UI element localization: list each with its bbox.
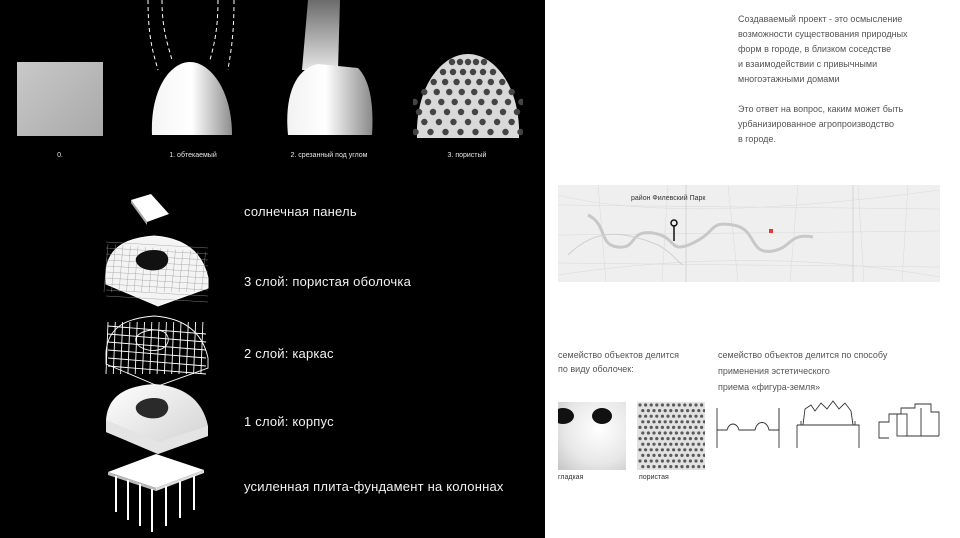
intro-line: форм в городе, в близком соседстве bbox=[738, 44, 892, 54]
smooth-label: гладкая bbox=[558, 474, 584, 481]
shape-square bbox=[17, 62, 103, 136]
intro-paragraph-2 bbox=[738, 102, 903, 147]
light-panel bbox=[545, 0, 960, 538]
layer-label-foundation: усиленная плита-фундамент на колоннах bbox=[244, 479, 504, 494]
intro-line: Создаваемый проект - это осмысление bbox=[738, 14, 903, 24]
porous-sample bbox=[637, 402, 705, 470]
shape-porous bbox=[413, 48, 523, 140]
porous-shell-drawing bbox=[98, 232, 213, 312]
intro-line: и взаимодействии с привычными bbox=[738, 59, 878, 69]
layer-label-shell: 3 слой: пористая оболочка bbox=[244, 274, 412, 289]
map-district-label: район Филевский Парк bbox=[631, 195, 706, 202]
family-line: приема «фигура-земля» bbox=[718, 382, 821, 392]
figure-ground-sketch-1 bbox=[715, 400, 781, 450]
city-map[interactable] bbox=[558, 185, 940, 282]
intro-line: многоэтажными домами bbox=[738, 74, 840, 84]
family-line: применения эстетического bbox=[718, 366, 830, 376]
caption-2: 2. срезанный под углом bbox=[290, 152, 368, 159]
caption-3: 3. пористый bbox=[447, 152, 487, 159]
shape-cut bbox=[278, 0, 388, 140]
intro-line: в городе. bbox=[738, 134, 776, 144]
intro-line: Это ответ на вопрос, каким может быть bbox=[738, 104, 904, 114]
intro-line: урбанизированное агропроизводство bbox=[738, 119, 895, 129]
intro-paragraph-1 bbox=[738, 12, 908, 87]
porous-label: пористая bbox=[639, 474, 669, 481]
figure-ground-sketch-3 bbox=[875, 400, 945, 450]
caption-0: 0. bbox=[57, 152, 63, 159]
family-left-text bbox=[558, 348, 679, 376]
layer-label-frame: 2 слой: каркас bbox=[244, 346, 334, 361]
caption-1: 1. обтекаемый bbox=[169, 152, 217, 159]
intro-line: возможности существования природных bbox=[738, 29, 908, 39]
layer-label-body: 1 слой: корпус bbox=[244, 414, 334, 429]
layer-label-solar: солнечная панель bbox=[244, 204, 357, 219]
family-line: семейство объектов делится по способу bbox=[718, 350, 888, 360]
family-right-text bbox=[718, 348, 887, 394]
figure-ground-sketch-2 bbox=[795, 395, 861, 450]
family-line: по виду оболочек: bbox=[558, 364, 634, 374]
shape-streamlined bbox=[140, 0, 250, 140]
solar-panel-drawing bbox=[125, 190, 175, 228]
smooth-sample bbox=[558, 402, 626, 470]
family-line: семейство объектов делится bbox=[558, 350, 680, 360]
foundation-drawing bbox=[100, 448, 210, 538]
